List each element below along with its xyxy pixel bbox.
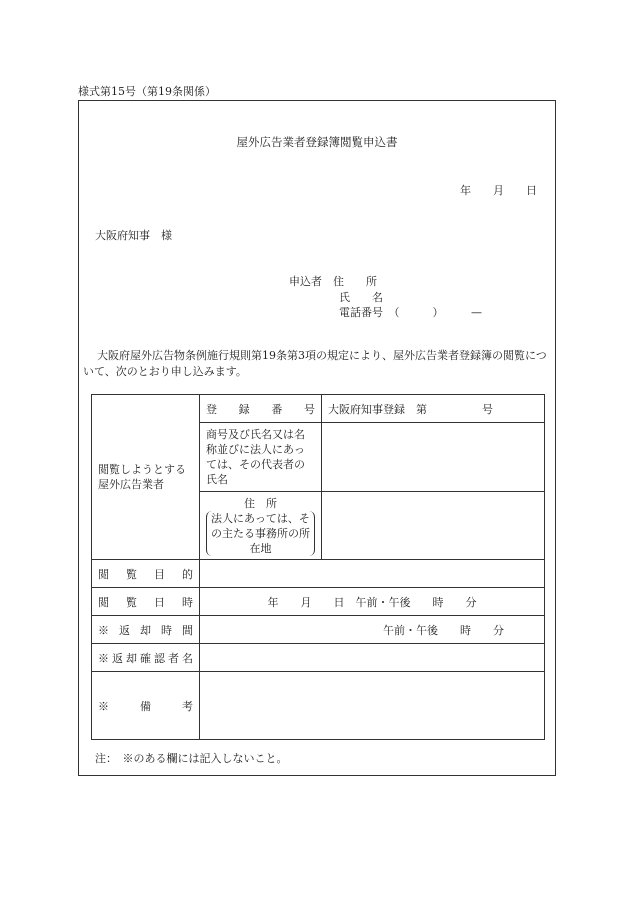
form-number: 様式第15号（第19条関係） (78, 85, 216, 98)
trade-name-value[interactable] (322, 423, 545, 492)
group-label-cell (92, 395, 200, 560)
return-time-value[interactable]: 午前・午後 時 分 (200, 616, 545, 644)
remarks-value[interactable] (200, 672, 545, 740)
datetime-label: 閲覧日時 (92, 588, 200, 616)
reg-no-value[interactable]: 大阪府知事登録 第 号 (322, 395, 545, 423)
address-label: 住 所 (244, 496, 277, 510)
addressee: 大阪府知事 様 (95, 229, 172, 242)
purpose-label: 閲覧目的 (92, 560, 200, 588)
datetime-value[interactable]: 年 月 日 午前・午後 時 分 (200, 588, 545, 616)
trade-name-label: 商号及び氏名又は名称並びに法人にあっては、その代表者の氏名 (200, 423, 322, 492)
group-label: 閲覧しようとする屋外広告業者 (98, 463, 186, 491)
address-value[interactable] (322, 492, 545, 560)
address-label-cell (200, 492, 322, 560)
date-line: 年 月 日 (460, 184, 537, 197)
footnote: 注： ※のある欄には記入しないこと。 (95, 752, 288, 765)
remarks-label: ※備考 (92, 672, 200, 740)
request-paragraph: 大阪府屋外広告物条例施行規則第19条第3項の規定により、屋外広告業者登録簿の閲覧について、次のとおり申し込みます。 (83, 349, 547, 378)
application-table (91, 394, 545, 740)
applicant-name-line: 氏 名 (339, 291, 383, 304)
applicant-phone-line: 電話番号 （ ） — (339, 306, 482, 319)
applicant-address-line: 申込者 住 所 (289, 275, 377, 288)
form-title: 屋外広告業者登録簿閲覧申込書 (236, 135, 398, 149)
return-time-label: ※返却時間 (92, 616, 200, 644)
return-confirm-value[interactable] (200, 644, 545, 672)
form-frame (78, 100, 556, 776)
purpose-value[interactable] (200, 560, 545, 588)
reg-no-label: 登録番号 (200, 395, 322, 423)
address-note: 法人にあっては、その主たる事務所の所在地 (206, 511, 315, 556)
return-confirm-label: ※返却確認者名 (92, 644, 200, 672)
